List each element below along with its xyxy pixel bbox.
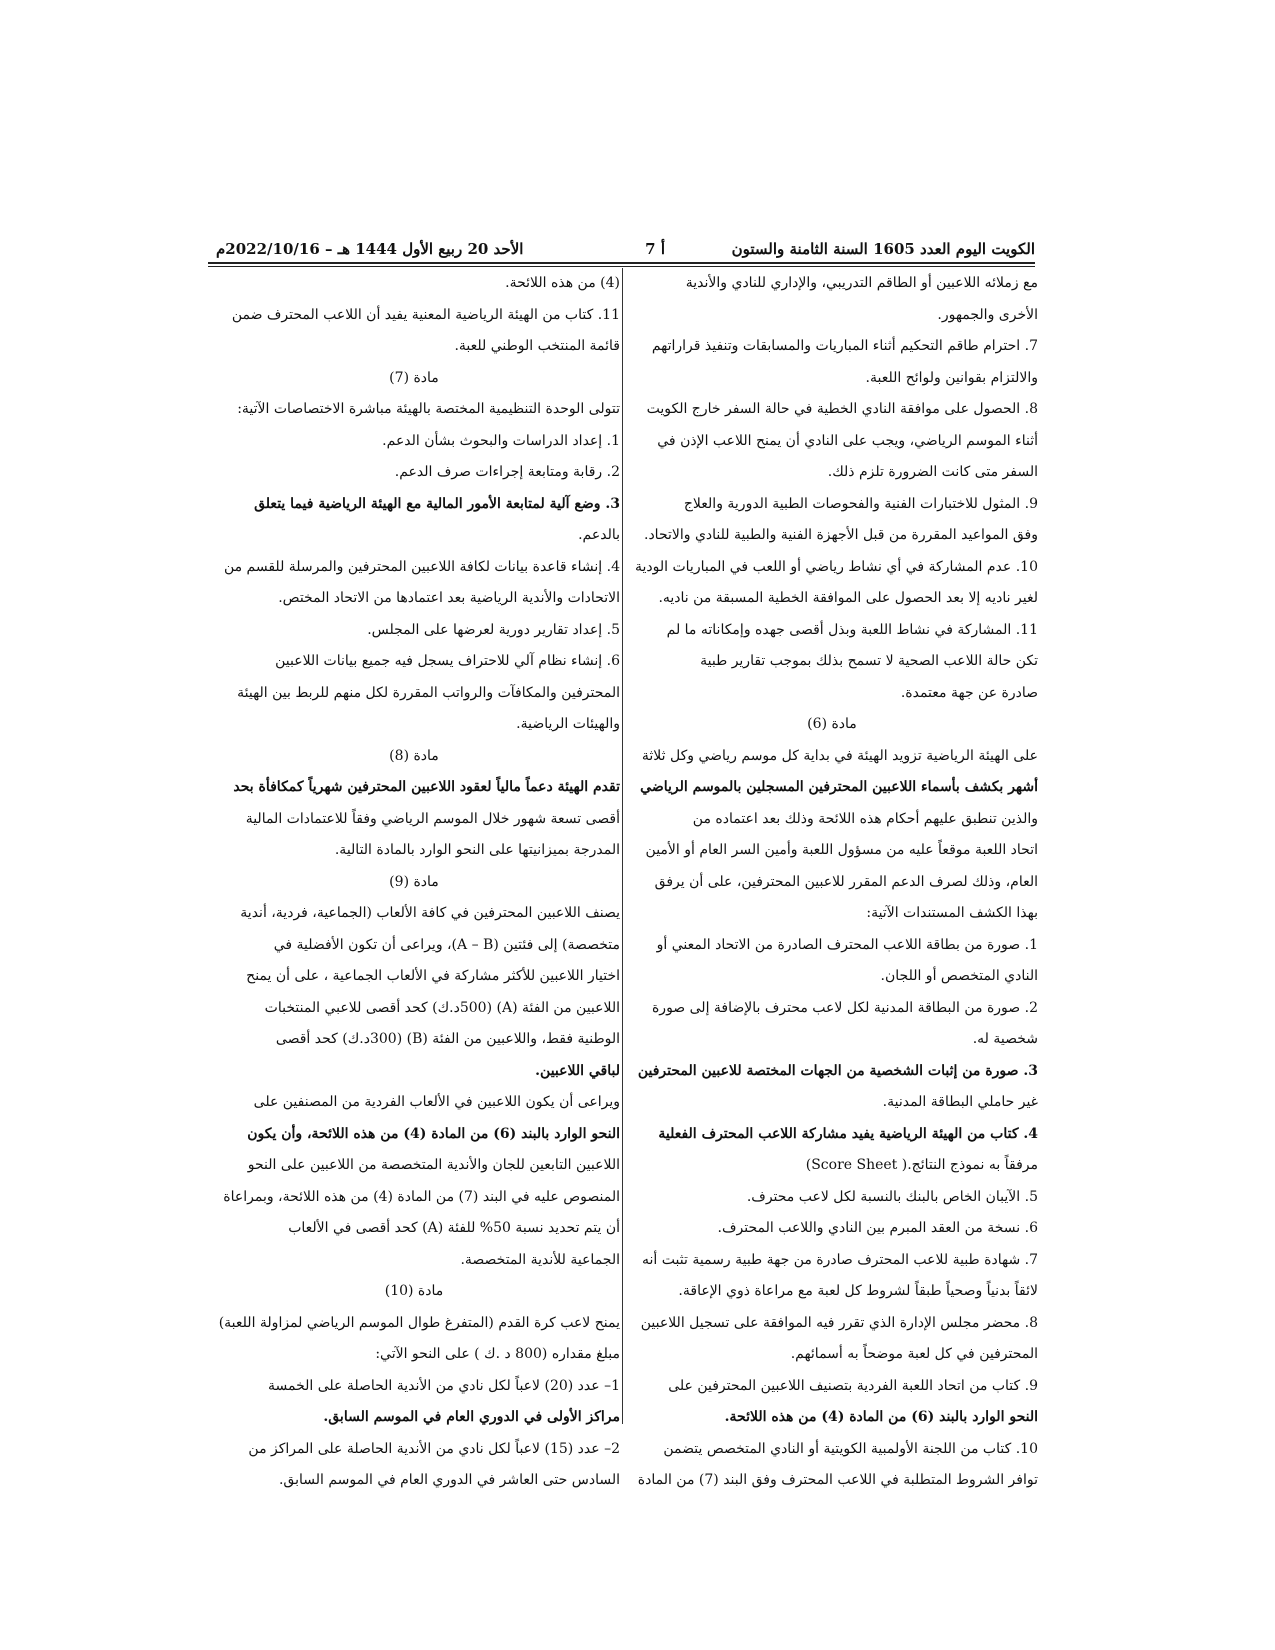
text-line: 9. المثول للاختبارات الفنية والفحوصات الطبية الدورية والعلاج <box>683 495 1038 512</box>
text-line: مبلغ مقداره (800 د .ك ) على النحو الآتي: <box>375 1346 620 1362</box>
text-line: أثناء الموسم الرياضي، ويجب على النادي أن يمنح اللاعب الإذن في <box>657 432 1038 449</box>
text-line: 6. إنشاء نظام آلي للاحتراف يسجل فيه جميع بيانات اللاعبين <box>275 653 620 669</box>
text-line: توافر الشروط المتطلبة في اللاعب المحترف وفق البند (7) من المادة <box>637 1472 1038 1488</box>
text-line: يمنح لاعب كرة القدم (المتفرغ طوال الموسم الرياضي لمزاولة اللعبة) <box>218 1314 620 1331</box>
text-line: اتحاد اللعبة موقعاً عليه من مسؤول اللعبة وأمين السر العام أو الأمين <box>645 842 1038 858</box>
text-line: 8. الحصول على موافقة النادي الخطية في حالة السفر خارج الكويت <box>646 401 1038 417</box>
text-line: 4. كتاب من الهيئة الرياضية يفيد مشاركة اللاعب المحترف الفعلية <box>658 1125 1038 1142</box>
text-line: تتولى الوحدة التنظيمية المختصة بالهيئة مباشرة الاختصاصات الآتية: <box>237 401 620 417</box>
text-line: 3. صورة من إثبات الشخصية من الجهات المختصة للاعبين المحترفين <box>637 1062 1038 1079</box>
text-line: 3. وضع آلية لمتابعة الأمور المالية مع الهيئة الرياضية فيما يتعلق <box>254 495 620 512</box>
text-line: مع زملائه اللاعبين أو الطاقم التدريبي، والإداري للنادي والأندية <box>685 275 1038 291</box>
text-line: 2– عدد (15) لاعباً لكل نادي من الأندية الحاصلة على المراكز من <box>248 1440 620 1457</box>
text-line: شخصية له. <box>972 1031 1038 1047</box>
text-line: ويراعى أن يكون اللاعبين في الألعاب الفردية من المصنفين على <box>253 1094 620 1110</box>
article-heading: مادة (9) <box>389 873 439 890</box>
text-line: والهيئات الرياضية. <box>516 716 620 732</box>
article-heading: مادة (6) <box>807 716 857 732</box>
text-line: 2. صورة من البطاقة المدنية لكل لاعب محترف بالإضافة إلى صورة <box>651 999 1038 1016</box>
text-line: 6. نسخة من العقد المبرم بين النادي واللاعب المحترف. <box>717 1220 1038 1236</box>
text-line: قائمة المنتخب الوطني للعبة. <box>454 338 620 354</box>
article-heading: مادة (7) <box>389 369 439 386</box>
text-line: السادس حتى العاشر في الدوري العام في الموسم السابق. <box>278 1472 620 1488</box>
text-line: لائقاً بدنياً وصحياً طبقاً لشروط كل لعبة مع مراعاة ذوي الإعاقة. <box>678 1283 1038 1299</box>
right-column <box>626 268 1038 1497</box>
text-line: النحو الوارد بالبند (6) من المادة (4) من هذه اللائحة، وأن يكون <box>247 1125 620 1142</box>
text-line: أشهر بكشف بأسماء اللاعبين المحترفين المسجلين بالموسم الرياضي <box>640 779 1038 795</box>
text-line: الأخرى والجمهور. <box>937 306 1038 323</box>
text-line: متخصصة) إلى فئتين (A – B)، ويراعى أن تكون الأفضلية في <box>273 936 620 953</box>
header-rule-top <box>208 262 1035 264</box>
text-line: 4. إنشاء قاعدة بيانات لكافة اللاعبين المحترفين والمرسلة للقسم من <box>223 558 620 575</box>
text-line: النادي المتخصص أو اللجان. <box>880 968 1038 984</box>
text-line: 2. رقابة ومتابعة إجراءات صرف الدعم. <box>394 464 620 480</box>
text-line: مرفقاً به نموذج النتائج.( Score Sheet) <box>805 1157 1038 1173</box>
text-line: 5. الآيبان الخاص بالبنك بالنسبة لكل لاعب محترف. <box>746 1188 1038 1205</box>
text-line: أقصى تسعة شهور خلال الموسم الرياضي وفقاً للاعتمادات المالية <box>245 810 620 827</box>
text-line: 11. المشاركة في نشاط اللعبة وبذل أقصى جهده وإمكاناته ما لم <box>666 621 1038 638</box>
text-line: صادرة عن جهة معتمدة. <box>900 684 1038 701</box>
text-line: 7. احترام طاقم التحكيم أثناء المباريات والمسابقات وتنفيذ قراراتهم <box>651 338 1038 354</box>
text-line: 1. إعداد الدراسات والبحوث بشأن الدعم. <box>382 432 620 449</box>
header-date: الأحد 20 ربيع الأول 1444 هـ – 2022/10/16م <box>216 240 524 258</box>
text-line: مراكز الأولى في الدوري العام في الموسم السابق. <box>323 1409 620 1425</box>
header-publication: الكويت اليوم العدد 1605 السنة الثامنة والستون <box>731 240 1035 258</box>
text-line: المحترفين في كل لعبة موضحاً به أسمائهم. <box>790 1346 1038 1362</box>
text-line: المحترفين والمكافآت والرواتب المقررة لكل منهم للربط بين الهيئة <box>237 684 620 701</box>
header-rule-bottom <box>208 266 1035 267</box>
text-line: وفق المواعيد المقررة من قبل الأجهزة الفنية والطبية للنادي والاتحاد. <box>644 527 1038 543</box>
text-line: 5. إعداد تقارير دورية لعرضها على المجلس. <box>367 621 620 638</box>
text-line: المنصوص عليه في البند (7) من المادة (4) من هذه اللائحة، وبمراعاة <box>223 1188 620 1205</box>
text-line: السفر متى كانت الضرورة تلزم ذلك. <box>827 464 1038 480</box>
text-line: اللاعبين التابعين للجان والأندية المتخصصة من اللاعبين على النحو <box>247 1157 620 1173</box>
text-line: (4) من هذه اللائحة. <box>505 275 620 291</box>
column-divider <box>622 268 623 1424</box>
text-line: تكن حالة اللاعب الصحية لا تسمح بذلك بموجب تقارير طبية <box>700 653 1038 669</box>
text-line: اللاعبين من الفئة (A) (500د.ك) كحد أقصى للاعبي المنتخبات <box>264 999 620 1016</box>
header-page-number: أ 7 <box>645 240 665 258</box>
text-line: 11. كتاب من الهيئة الرياضية المعنية يفيد أن اللاعب المحترف ضمن <box>231 306 620 323</box>
text-line: الوطنية فقط، واللاعبين من الفئة (B) (300د.ك) كحد أقصى <box>275 1031 620 1047</box>
text-line: والذين تنطبق عليهم أحكام هذه اللائحة وذلك بعد اعتماده من <box>692 810 1038 827</box>
text-line: الجماعية للأندية المتخصصة. <box>460 1251 620 1268</box>
text-line: أن يتم تحديد نسبة 50% للفئة (A) كحد أقصى في الألعاب <box>288 1220 620 1236</box>
text-line: 9. كتاب من اتحاد اللعبة الفردية بتصنيف اللاعبين المحترفين على <box>668 1377 1038 1394</box>
text-line: 1. صورة من بطاقة اللاعب المحترف الصادرة من الاتحاد المعني أو <box>656 936 1038 953</box>
left-column <box>208 268 620 1497</box>
article-heading: مادة (8) <box>389 747 439 764</box>
text-line: والالتزام بقوانين ولوائح اللعبة. <box>865 369 1038 386</box>
text-line: 10. كتاب من اللجنة الأولمبية الكويتية أو النادي المتخصص يتضمن <box>663 1440 1038 1457</box>
text-line: غير حاملي البطاقة المدنية. <box>882 1094 1038 1110</box>
text-line: على الهيئة الرياضية تزويد الهيئة في بداية كل موسم رياضي وكل ثلاثة <box>641 747 1038 764</box>
text-line: تقدم الهيئة دعماً مالياً لعقود اللاعبين المحترفين شهرياً كمكافأة بحد <box>233 779 620 795</box>
text-line: بالدعم. <box>578 527 620 543</box>
page-header <box>208 234 1035 264</box>
text-line: المدرجة بميزانيتها على النحو الوارد بالمادة التالية. <box>334 842 620 858</box>
text-line: 8. محضر مجلس الإدارة الذي تقرر فيه الموافقة على تسجيل اللاعبين <box>640 1314 1038 1331</box>
article-heading: مادة (10) <box>384 1283 444 1299</box>
text-line: الاتحادات والأندية الرياضية بعد اعتمادها من الاتحاد المختص. <box>278 590 620 606</box>
text-line: اختيار اللاعبين للأكثر مشاركة في الألعاب الجماعية ، على أن يمنح <box>246 968 620 984</box>
text-line: بهذا الكشف المستندات الآتية: <box>866 905 1038 921</box>
text-line: 1– عدد (20) لاعباً لكل نادي من الأندية الحاصلة على الخمسة <box>267 1377 620 1394</box>
text-line: لباقي اللاعبين. <box>535 1062 620 1079</box>
text-line: يصنف اللاعبين المحترفين في كافة الألعاب (الجماعية، فردية، أندية <box>240 905 620 921</box>
text-line: النحو الوارد بالبند (6) من المادة (4) من هذه اللائحة. <box>724 1409 1038 1425</box>
text-line: لغير ناديه إلا بعد الحصول على الموافقة الخطية المسبقة من ناديه. <box>658 590 1038 606</box>
text-line: 7. شهادة طبية للاعب المحترف صادرة من جهة طبية رسمية تثبت أنه <box>642 1251 1038 1268</box>
text-line: العام، وذلك لصرف الدعم المقرر للاعبين المحترفين، على أن يرفق <box>654 873 1038 890</box>
text-line: 10. عدم المشاركة في أي نشاط رياضي أو اللعب في المباريات الودية <box>635 558 1038 575</box>
